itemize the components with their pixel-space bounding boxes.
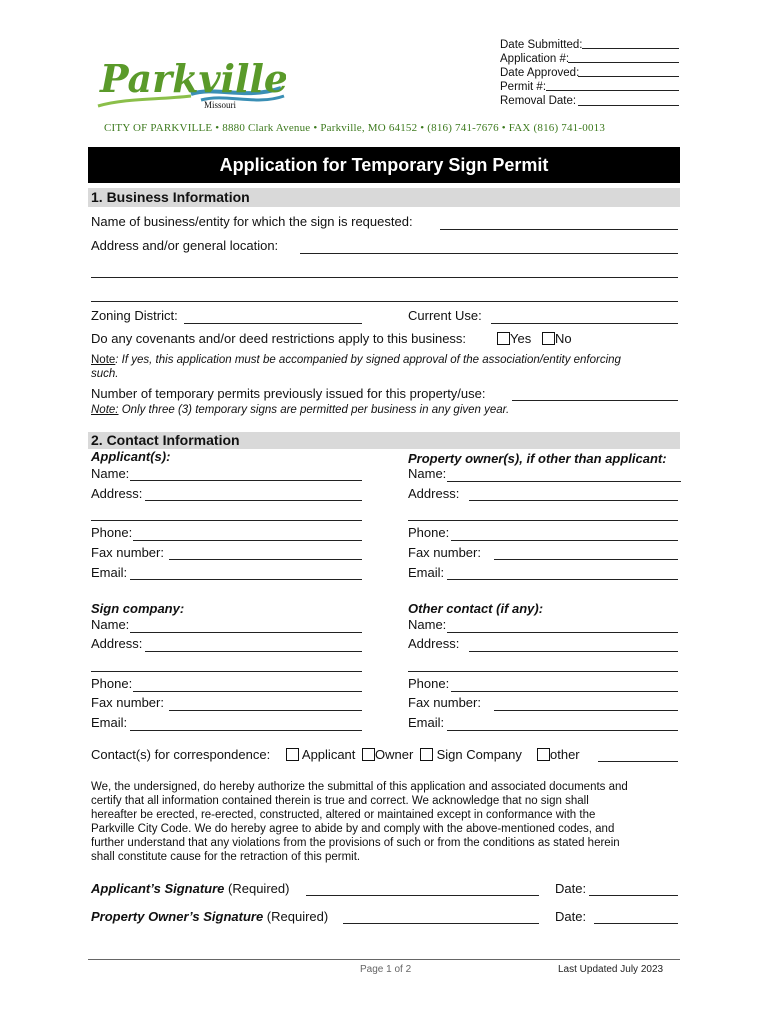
applicant-phone-field[interactable]	[133, 540, 362, 541]
address-location-field[interactable]	[300, 253, 678, 254]
other-phone-field[interactable]	[451, 691, 678, 692]
covenants-no-option[interactable]	[542, 331, 572, 347]
applicant-checkbox[interactable]	[286, 748, 299, 761]
logo-subtitle: Missouri	[204, 100, 237, 110]
owner-phone-field[interactable]	[451, 540, 678, 541]
removal-date-field[interactable]	[578, 105, 679, 106]
owner-phone-label: Phone:	[408, 525, 450, 540]
applicant-date-field[interactable]	[589, 895, 678, 896]
owner-email-label: Email:	[408, 565, 445, 580]
correspondence-owner-option[interactable]	[362, 747, 413, 763]
sign-company-email-label: Email:	[91, 715, 128, 730]
sign-company-phone-label: Phone:	[91, 676, 133, 691]
sign-company-phone-field[interactable]	[133, 691, 362, 692]
sign-company-fax-label: Fax number:	[91, 695, 164, 710]
covenants-note: Note: If yes, this application must be accompanied by signed approval of the association/entity enforcing	[91, 354, 621, 366]
other-email-field[interactable]	[447, 730, 678, 731]
permits-issued-label: Number of temporary permits previously issued for this property/use:	[91, 386, 486, 401]
permit-number-field[interactable]	[546, 90, 679, 91]
correspondence-label: Contact(s) for correspondence:	[91, 747, 271, 762]
sign-company-heading: Sign company:	[91, 601, 185, 616]
address-location-field-2[interactable]	[91, 277, 678, 278]
owner-name-label: Name:	[408, 466, 447, 481]
yes-label: Yes	[510, 331, 532, 346]
business-name-label: Name of business/entity for which the sign is requested:	[91, 214, 413, 229]
sign-company-email-field[interactable]	[130, 730, 362, 731]
other-email-label: Email:	[408, 715, 445, 730]
certify-line: hereafter be erected, re-erected, constructed, altered or maintained except in conformance with the	[91, 809, 596, 821]
certify-line: shall constitute cause for the retraction of this permit.	[91, 851, 361, 863]
date-approved-field[interactable]	[578, 76, 679, 77]
owner-address-field[interactable]	[469, 500, 678, 501]
applicant-address-field[interactable]	[145, 500, 362, 501]
section1-heading: 1. Business Information	[88, 188, 680, 207]
permit-number-label: Permit #:	[500, 81, 547, 93]
applicant-signature-field[interactable]	[306, 895, 539, 896]
zoning-district-field[interactable]	[184, 323, 362, 324]
other-name-label: Name:	[408, 617, 447, 632]
no-label: No	[555, 331, 572, 346]
other-checkbox[interactable]	[537, 748, 550, 761]
applicant-signature-label: Applicant’s Signature (Required)	[91, 881, 290, 896]
applicant-name-label: Name:	[91, 466, 130, 481]
other-contact-heading: Other contact (if any):	[408, 601, 544, 616]
applicant-email-label: Email:	[91, 565, 128, 580]
certify-line: certify that all information contained therein is true and correct. We acknowledge that no sign shall	[91, 795, 589, 807]
footer-divider	[88, 959, 680, 960]
owner-address-label: Address:	[408, 486, 460, 501]
section2-heading: 2. Contact Information	[88, 432, 680, 449]
owner-name-field[interactable]	[447, 481, 681, 482]
applicant-address-field-2[interactable]	[91, 520, 362, 521]
correspondence-other-option[interactable]	[537, 747, 580, 763]
other-fax-field[interactable]	[494, 710, 678, 711]
correspondence-applicant-option[interactable]	[286, 747, 355, 763]
address-location-label: Address and/or general location:	[91, 238, 279, 253]
correspondence-other-field[interactable]	[598, 761, 678, 762]
permits-note: Note: Only three (3) temporary signs are permitted per business in any given year.	[91, 404, 510, 416]
application-number-label: Application #:	[500, 53, 570, 65]
applicant-email-field[interactable]	[130, 579, 362, 580]
other-option-label: other	[550, 747, 580, 762]
other-name-field[interactable]	[447, 632, 678, 633]
sign-company-name-label: Name:	[91, 617, 130, 632]
other-address-field[interactable]	[469, 651, 678, 652]
owner-signature-label: Property Owner’s Signature (Required)	[91, 909, 329, 924]
date-submitted-label: Date Submitted:	[500, 39, 583, 51]
applicant-fax-field[interactable]	[169, 559, 362, 560]
other-fax-label: Fax number:	[408, 695, 481, 710]
last-updated: Last Updated July 2023	[558, 964, 664, 975]
applicant-fax-label: Fax number:	[91, 545, 164, 560]
owner-email-field[interactable]	[447, 579, 678, 580]
owners-heading: Property owner(s), if other than applicant:	[408, 451, 667, 466]
title-bar	[88, 147, 680, 183]
permits-issued-field[interactable]	[512, 400, 678, 401]
city-address-line: CITY OF PARKVILLE • 8880 Clark Avenue • Parkville, MO 64152 • (816) 741-7676 • FAX (816) 741-0013	[104, 122, 606, 134]
application-number-field[interactable]	[568, 62, 679, 63]
sign-company-address-field[interactable]	[145, 651, 362, 652]
certify-line: We, the undersigned, do hereby authorize the submittal of this application and associated documents and	[91, 781, 628, 793]
certify-line: further understand that any violations from the provisions of such or from the conditions as stated herein	[91, 837, 620, 849]
owner-address-field-2[interactable]	[408, 520, 678, 521]
no-checkbox[interactable]	[542, 332, 555, 345]
svg-text:Parkville: Parkville	[100, 56, 286, 101]
certification-paragraph	[91, 780, 628, 864]
applicant-phone-label: Phone:	[91, 525, 133, 540]
page-title: Application for Temporary Sign Permit	[219, 155, 549, 175]
owner-fax-label: Fax number:	[408, 545, 481, 560]
owner-fax-field[interactable]	[494, 559, 678, 560]
applicant-address-label: Address:	[91, 486, 143, 501]
sign-company-option-label: Sign Company	[436, 747, 522, 762]
logo-graphic	[96, 50, 286, 116]
business-name-field[interactable]	[440, 229, 678, 230]
correspondence-sign-company-option[interactable]	[420, 747, 522, 763]
page-number: Page 1 of 2	[360, 964, 412, 975]
address-location-field-3[interactable]	[91, 301, 678, 302]
parkville-logo	[96, 50, 286, 116]
applicant-option-label: Applicant	[301, 747, 356, 762]
owner-option-label: Owner	[375, 747, 414, 762]
applicant-date-label: Date:	[555, 881, 587, 896]
certify-line: Parkville City Code. We do hereby agree to abide by and comply with the above-mentioned codes, and	[91, 823, 615, 835]
other-phone-label: Phone:	[408, 676, 450, 691]
owner-date-field[interactable]	[594, 923, 678, 924]
other-address-field-2[interactable]	[408, 671, 678, 672]
owner-date-label: Date:	[555, 909, 587, 924]
applicant-name-field[interactable]	[130, 480, 362, 481]
current-use-field[interactable]	[491, 323, 678, 324]
date-approved-label: Date Approved:	[500, 67, 580, 79]
covenants-yes-option[interactable]	[497, 331, 531, 347]
covenants-question: Do any covenants and/or deed restrictions apply to this business:	[91, 331, 467, 346]
removal-date-label: Removal Date:	[500, 95, 577, 107]
covenants-note-cont: such.	[91, 368, 119, 380]
sign-company-fax-field[interactable]	[169, 710, 362, 711]
zoning-district-label: Zoning District:	[91, 308, 178, 323]
sign-company-name-field[interactable]	[130, 632, 362, 633]
sign-company-address-field-2[interactable]	[91, 671, 362, 672]
sign-company-address-label: Address:	[91, 636, 143, 651]
sign-company-checkbox[interactable]	[420, 748, 433, 761]
date-submitted-field[interactable]	[582, 48, 679, 49]
other-address-label: Address:	[408, 636, 460, 651]
owner-signature-field[interactable]	[343, 923, 539, 924]
owner-checkbox[interactable]	[362, 748, 375, 761]
yes-checkbox[interactable]	[497, 332, 510, 345]
applicants-heading: Applicant(s):	[91, 449, 171, 464]
current-use-label: Current Use:	[408, 308, 482, 323]
